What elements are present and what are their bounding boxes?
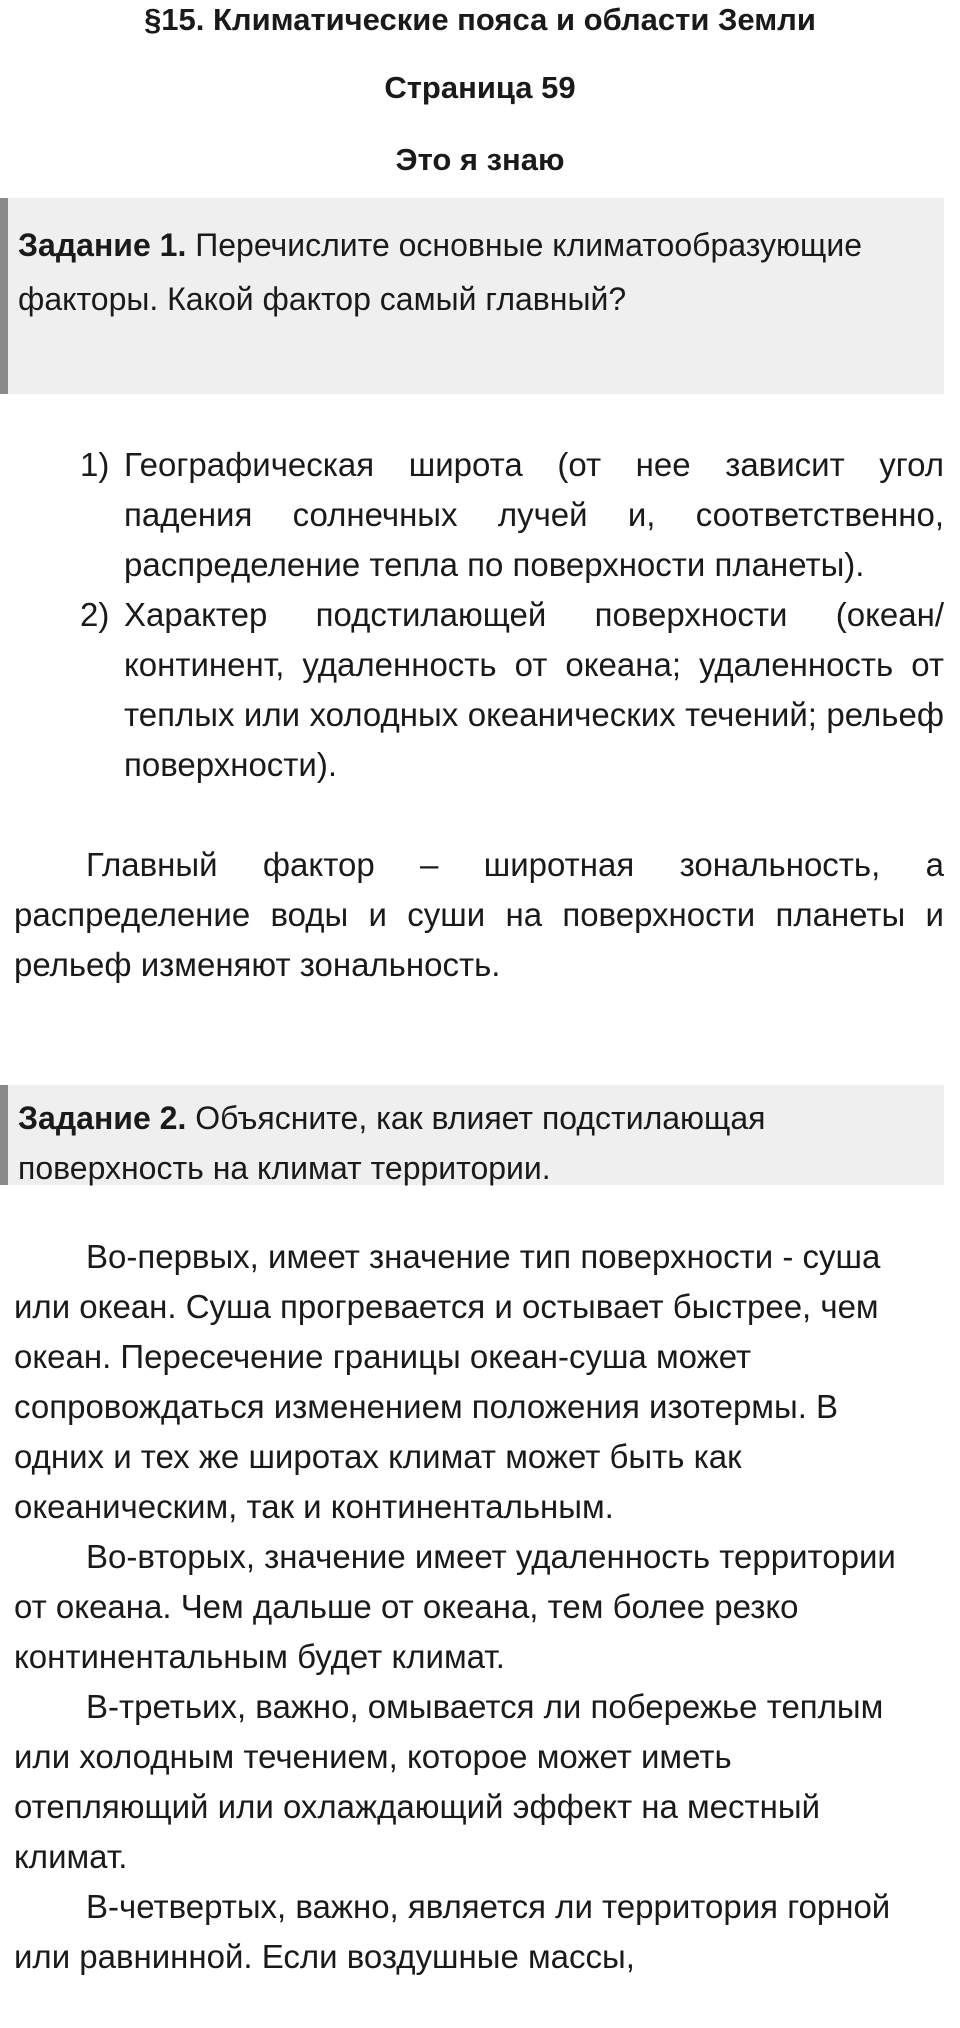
task-1-text: Перечислите основные климатообразующие факторы. Какой фактор самый главный? [18, 227, 863, 317]
task-2-box [0, 1085, 944, 1185]
answer-1-list [80, 440, 944, 790]
page-title: §15. Климатические пояса и области Земли [144, 2, 816, 37]
list-item-text: Характер подстилающей поверхности (океан/континент, удаленность от океана; удаленность от теплых или холодных океанических течений; рельеф поверхности). [124, 596, 944, 783]
list-item-number: 2) [80, 596, 110, 633]
list-item-number: 1) [80, 446, 110, 483]
answer-2-text [14, 1232, 914, 1982]
answer-2-paragraph-4: В-четвертых, важно, является ли территория горной или равнинной. Если воздушные массы, [14, 1888, 891, 1975]
page-number-heading: Страница 59 [384, 70, 576, 105]
answer-2-paragraph-2: Во-вторых, значение имеет удаленность территории от океана. Чем дальше от океана, тем более резко континентальным будет климат. [14, 1538, 896, 1675]
answer-2-paragraph-3: В-третьих, важно, омывается ли побережье теплым или холодным течением, которое может иметь отепляющий или охлаждающий эффект на местный климат. [14, 1688, 884, 1875]
answer-1-summary: Главный фактор – широтная зональность, а распределение воды и суши на поверхности планеты и рельеф изменяют зональность. [14, 846, 944, 983]
task-2-text: Объясните, как влияет подстилающая поверхность на климат территории. [18, 1100, 766, 1186]
list-item-text: Географическая широта (от нее зависит угол падения солнечных лучей и, соответственно, распределение тепла по поверхности планеты). [124, 446, 944, 583]
task-2-label: Задание 2. [18, 1100, 187, 1136]
section-subtitle: Это я знаю [395, 142, 565, 177]
task-1-label: Задание 1. [18, 227, 187, 263]
task-1-box [0, 198, 944, 394]
answer-2-paragraph-1: Во-первых, имеет значение тип поверхности - суша или океан. Суша прогревается и остывает быстрее, чем океан. Пересечение границы океан-суша может сопровождаться изменением положения изотермы. В одних и тех же широтах климат может быть как океаническим, так и континентальным. [14, 1238, 881, 1525]
list-item [80, 590, 944, 790]
list-item [80, 440, 944, 590]
